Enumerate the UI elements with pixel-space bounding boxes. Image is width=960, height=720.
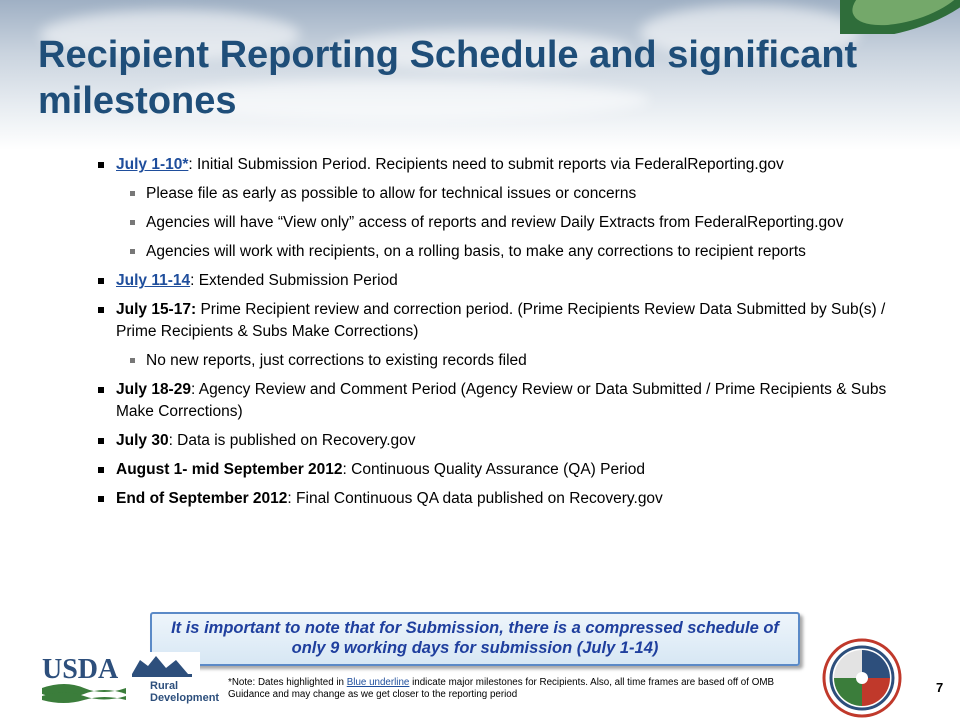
svg-text:USDA: USDA (42, 654, 119, 685)
callout-text: It is important to note that for Submission, there is a compressed schedule of only 9 working days for submission (July 1-14) (171, 619, 779, 657)
corner-decoration (840, 0, 960, 34)
milestone-link[interactable]: July 1-10* (116, 156, 189, 173)
footnote-link[interactable]: Blue underline (346, 677, 410, 688)
sub-list-item: Agencies will work with recipients, on a rolling basis, to make any corrections to recipient reports (98, 241, 898, 263)
list-item: July 1-10*: Initial Submission Period. Recipients need to submit reports via FederalReporting.gov (98, 154, 898, 176)
page-number: 7 (936, 680, 944, 695)
list-item: July 30: Data is published on Recovery.gov (98, 430, 898, 452)
callout-box (150, 612, 800, 666)
usda-logo (40, 648, 126, 704)
list-item: July 15-17: Prime Recipient review and correction period. (Prime Recipients Review Data Submitted by Sub(s) / Prime Recipients & Subs Make Corrections) (98, 299, 898, 343)
recovery-seal-icon (812, 636, 912, 720)
footnote: *Note: Dates highlighted in Blue underline indicate major milestones for Recipients. Also, all time frames are based off of OMB Guidance and may change as we get closer to the reporting period (228, 677, 775, 700)
list-item: July 18-29: Agency Review and Comment Period (Agency Review or Data Submitted / Prime Recipients & Subs Make Corrections) (98, 379, 898, 423)
list-item: End of September 2012: Final Continuous QA data published on Recovery.gov (98, 488, 898, 510)
slide-title: Recipient Reporting Schedule and significant milestones (38, 34, 858, 122)
milestone-link[interactable]: July 11-14 (116, 272, 191, 289)
list-item: August 1- mid September 2012: Continuous Quality Assurance (QA) Period (98, 459, 898, 481)
sub-list-item: No new reports, just corrections to existing records filed (98, 350, 898, 372)
rural-development-text: Rural Development (150, 680, 220, 704)
list-item: July 11-14: Extended Submission Period (98, 270, 898, 292)
schedule-list (98, 154, 898, 517)
sub-list-item: Agencies will have “View only” access of reports and review Daily Extracts from FederalReporting.gov (98, 212, 898, 234)
sub-list-item: Please file as early as possible to allow for technical issues or concerns (98, 183, 898, 205)
